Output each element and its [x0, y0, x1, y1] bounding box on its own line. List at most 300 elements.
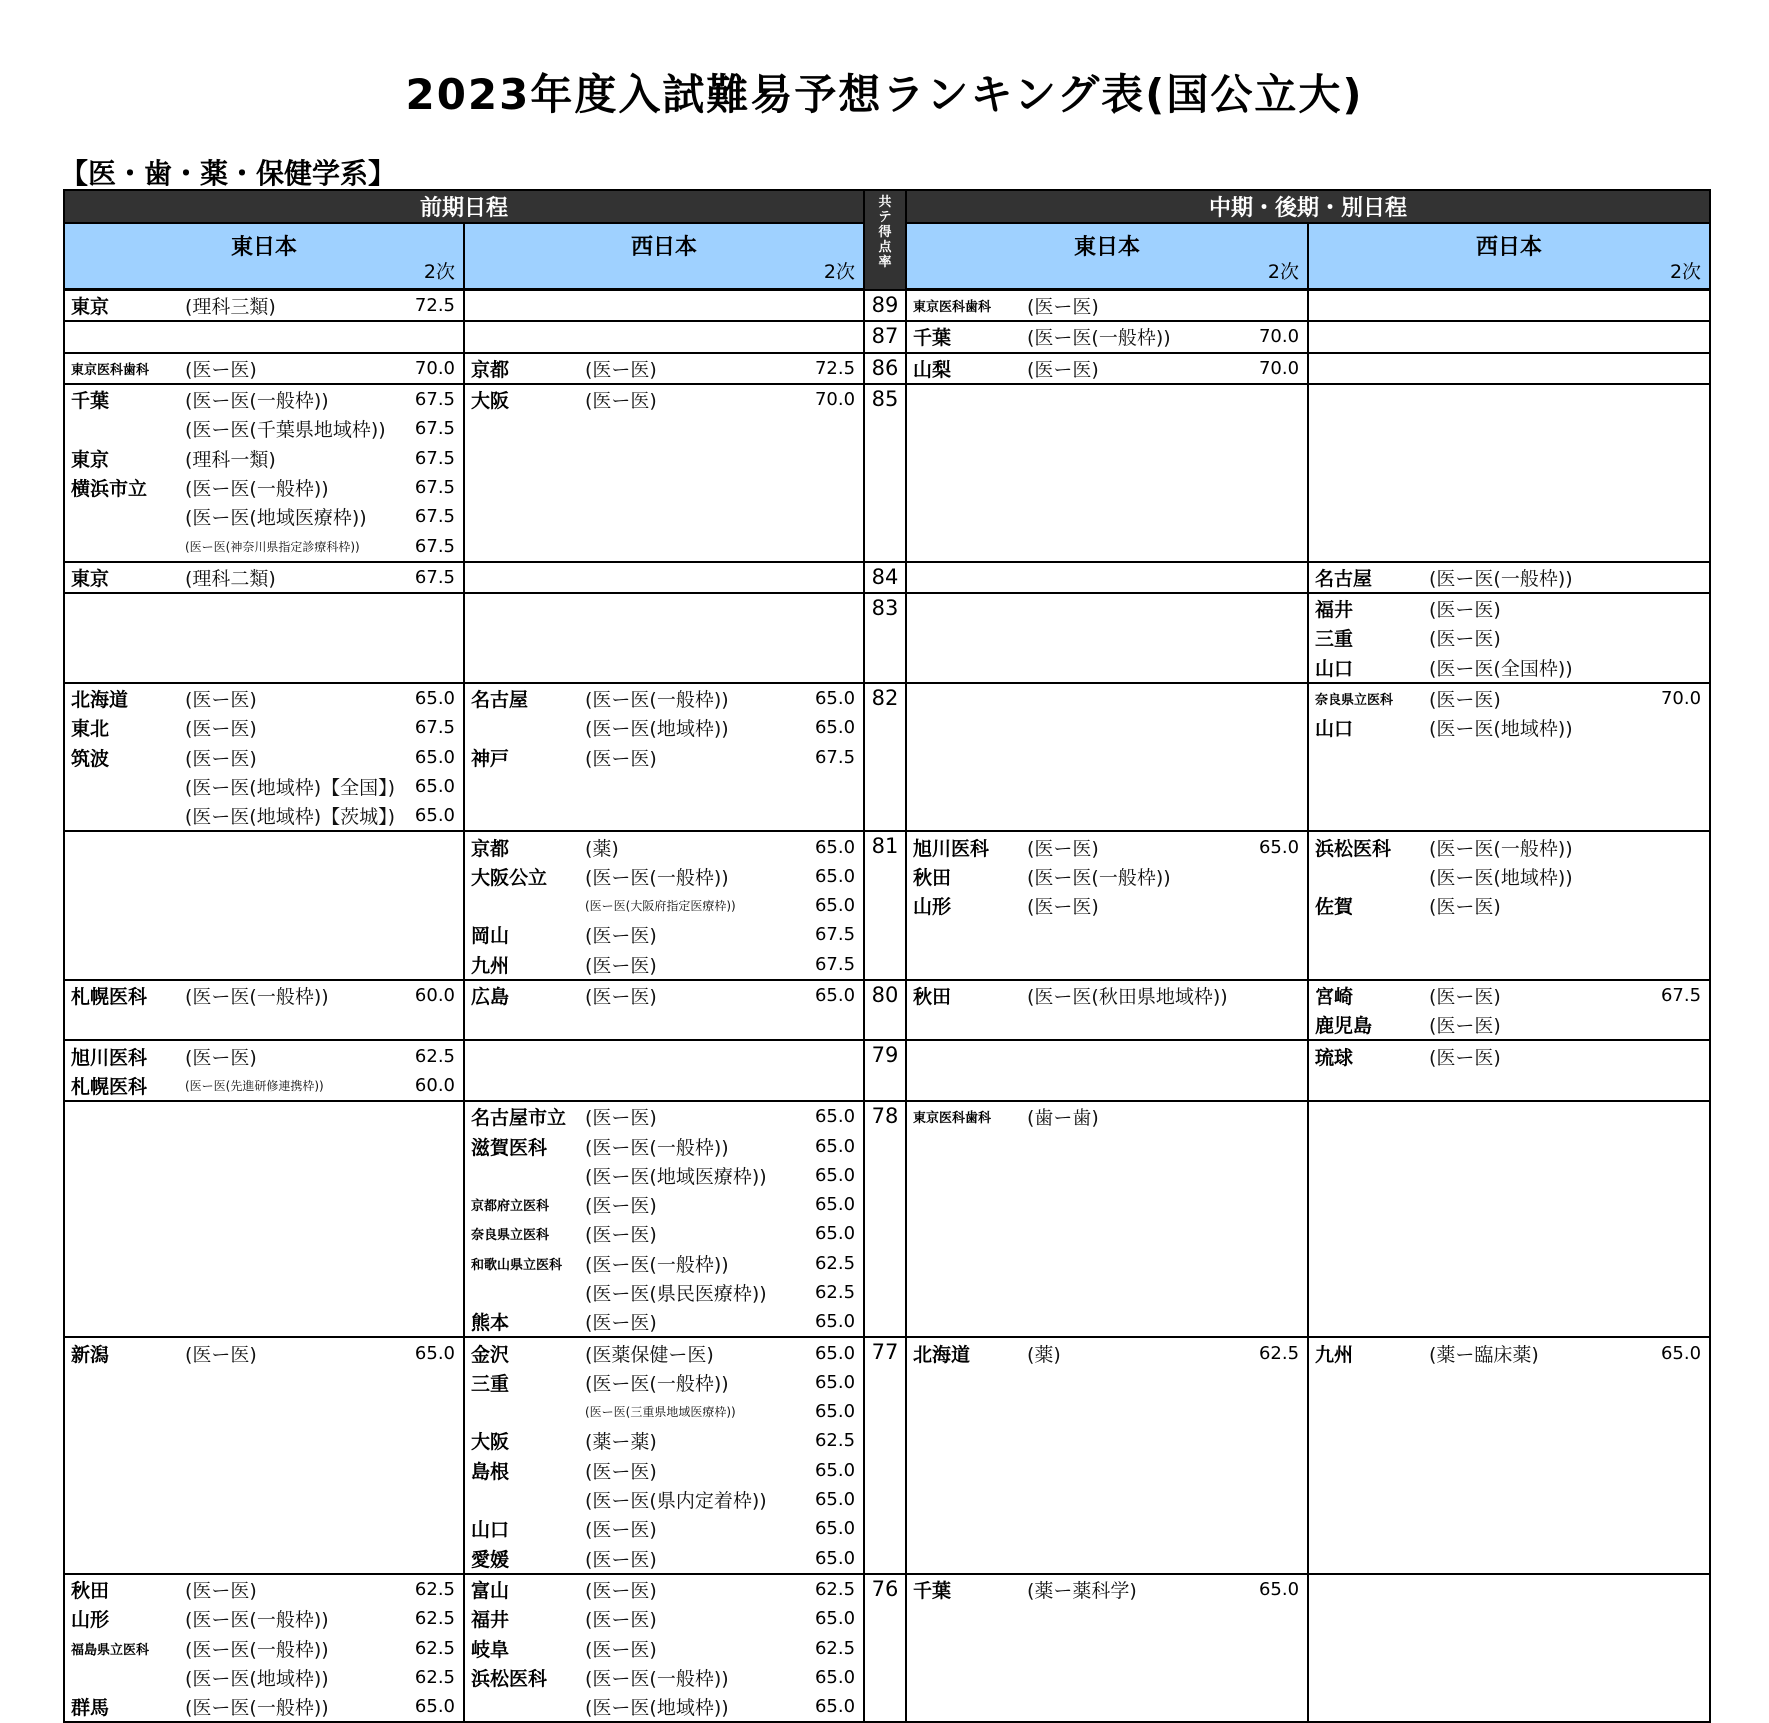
university-name: 北海道: [71, 689, 129, 712]
chuki-header: 中期・後期・別日程: [906, 190, 1710, 223]
niji-score: 60.0: [414, 985, 455, 1007]
niji-score: 67.5: [814, 746, 856, 768]
niji-score: 65.0: [814, 688, 856, 710]
niji-score: 65.0: [814, 1164, 856, 1186]
rank-cell-c2: [464, 683, 864, 832]
department-name: (医ー医): [1027, 896, 1099, 919]
department-name: (医ー医(地域枠)): [1429, 866, 1573, 889]
department-name: (医ー医(地域医療枠)): [185, 507, 367, 530]
entry-line: [65, 684, 463, 713]
university-name: 千葉: [71, 390, 110, 413]
entry-line: [465, 1692, 863, 1721]
score-group-row: [64, 290, 1710, 322]
department-name: (医ー医): [185, 1343, 257, 1366]
entry-line: [465, 1190, 863, 1219]
department-name: (医ー医): [585, 954, 657, 977]
niji-score: 62.5: [414, 1045, 455, 1067]
entry-line: [65, 531, 463, 560]
entry-line: [465, 832, 863, 861]
rank-cell-c3: [906, 1337, 1308, 1573]
entry-line: [465, 713, 863, 742]
rank-cell-c4: [1308, 980, 1710, 1041]
entry-line: [465, 1102, 863, 1131]
department-name: (医ー医): [585, 1312, 657, 1335]
kyote-score: 89: [864, 290, 906, 322]
rank-cell-c1: [64, 384, 464, 562]
niji-score: 65.0: [814, 895, 856, 917]
department-name: (医ー医(一般枠)): [585, 1667, 729, 1690]
entry-line: [65, 414, 463, 443]
entry-line: [65, 981, 463, 1010]
university-name: 筑波: [71, 747, 110, 770]
entry-line: [907, 291, 1307, 320]
department-name: (医ー医): [585, 747, 657, 770]
entry-line: [465, 891, 863, 920]
score-group-row: [64, 683, 1710, 832]
niji-score: 65.0: [814, 1547, 856, 1569]
university-name: 愛媛: [471, 1548, 510, 1571]
university-name: 千葉: [913, 327, 952, 350]
rank-cell-c1: [64, 562, 464, 593]
niji-score: 65.0: [1258, 1578, 1300, 1600]
entry-line: [1309, 594, 1709, 623]
entry-line: [465, 1338, 863, 1367]
entry-line: [1309, 653, 1709, 682]
university-name: 山形: [913, 896, 952, 919]
kyote-score: 86: [864, 353, 906, 384]
entry-line: [907, 832, 1307, 861]
niji-score: 65.0: [814, 1135, 856, 1157]
university-name: 佐賀: [1315, 896, 1354, 919]
university-name: 札幌医科: [71, 1075, 148, 1098]
rank-cell-c4: [1308, 1337, 1710, 1573]
niji-score: 65.0: [814, 865, 856, 887]
department-name: (医ー医): [1027, 358, 1099, 381]
score-group-row: [64, 1040, 1710, 1101]
rank-cell-c1: [64, 683, 464, 832]
department-name: (医ー医): [185, 689, 257, 712]
rank-cell-c1: [64, 593, 464, 683]
entry-line: [65, 1575, 463, 1604]
department-name: (医ー医(地域枠)【全国】): [184, 776, 396, 799]
entry-line: [465, 742, 863, 771]
score-group-row: [64, 1574, 1710, 1723]
rank-cell-c2: [464, 384, 864, 562]
niji-score: 65.0: [814, 1518, 856, 1540]
department-name: (医ー医(地域枠)【茨城】): [184, 806, 396, 829]
section-title: 【医・歯・薬・保健学系】: [60, 157, 397, 190]
entry-line: [907, 981, 1307, 1010]
department-name: (薬ー臨床薬): [1429, 1343, 1539, 1366]
niji-score: 65.0: [414, 688, 455, 710]
niji-score: 65.0: [814, 1371, 856, 1393]
rank-cell-c4: [1308, 831, 1710, 980]
rank-cell-c1: [64, 353, 464, 384]
rank-cell-c3: [906, 980, 1308, 1041]
university-name: 九州: [1315, 1343, 1354, 1366]
rank-cell-c1: [64, 1574, 464, 1723]
rank-cell-c1: [64, 1040, 464, 1101]
university-name: 浜松医科: [471, 1667, 548, 1690]
entry-line: [907, 354, 1307, 383]
schedule-header-row: [64, 190, 1710, 223]
entry-line: [907, 1575, 1307, 1604]
rank-cell-c4: [1308, 290, 1710, 322]
department-name: (医ー医): [1429, 896, 1501, 919]
university-name: 旭川医科: [71, 1046, 148, 1069]
department-name: (医ー医): [1429, 1046, 1501, 1069]
niji-score: 65.0: [814, 1401, 856, 1423]
kyote-score: 84: [864, 562, 906, 593]
niji-score: 62.5: [814, 1578, 856, 1600]
university-name: 山梨: [913, 358, 952, 381]
rank-cell-c4: [1308, 683, 1710, 832]
department-name: (医ー医): [1429, 628, 1501, 651]
department-name: (医ー医): [585, 358, 657, 381]
entry-line: [907, 1102, 1307, 1131]
university-name: 札幌医科: [71, 986, 148, 1009]
niji-score: 65.0: [814, 1666, 856, 1688]
entry-line: [65, 1692, 463, 1721]
niji-score: 70.0: [1258, 326, 1300, 348]
entry-line: [465, 1249, 863, 1278]
department-name: (薬): [1027, 1343, 1061, 1366]
university-name: 東京: [71, 296, 110, 319]
university-name: 大阪公立: [471, 866, 548, 889]
department-name: (医ー医(一般枠)): [1027, 327, 1171, 350]
department-name: (医ー医): [585, 1609, 657, 1632]
niji-label: 2次: [423, 261, 455, 283]
rank-cell-c3: [906, 353, 1308, 384]
entry-line: [465, 1219, 863, 1248]
kyote-char: 率: [878, 255, 892, 270]
department-name: (医ー医(一般枠)): [585, 1136, 729, 1159]
department-name: (医ー医(一般枠)): [585, 866, 729, 889]
department-name: (医ー医(一般枠)): [185, 477, 329, 500]
niji-score: 65.0: [414, 746, 455, 768]
rank-cell-c3: [906, 1574, 1308, 1723]
university-name: 島根: [471, 1460, 510, 1483]
department-name: (医ー医(地域医療枠)): [585, 1165, 767, 1188]
department-name: (医ー医): [585, 925, 657, 948]
department-name: (医ー医): [1027, 837, 1099, 860]
entry-line: [465, 1456, 863, 1485]
university-name: 熊本: [471, 1312, 510, 1335]
university-name: 秋田: [913, 866, 952, 889]
entry-line: [1309, 1338, 1709, 1367]
department-name: (医ー医(一般枠)): [1429, 567, 1573, 590]
rank-cell-c4: [1308, 1040, 1710, 1101]
ranking-table: [63, 189, 1711, 1723]
kyote-score: 81: [864, 831, 906, 980]
niji-score: 65.0: [814, 717, 856, 739]
niji-label: 2次: [1669, 261, 1702, 283]
niji-score: 67.5: [414, 506, 455, 528]
university-name: 福島県立医科: [71, 1642, 150, 1658]
university-name: 鹿児島: [1315, 1015, 1373, 1038]
entry-line: [1309, 981, 1709, 1010]
region-label: 西日本: [631, 235, 698, 260]
rank-cell-c1: [64, 980, 464, 1041]
entry-line: [465, 1633, 863, 1662]
university-name: 名古屋: [471, 689, 529, 712]
university-name: 大阪: [471, 1431, 510, 1454]
department-name: (医ー医(一般枠)): [185, 986, 329, 1009]
department-name: (理科二類): [185, 567, 276, 590]
niji-score: 70.0: [1258, 357, 1300, 379]
rank-cell-c4: [1308, 1101, 1710, 1337]
department-name: (医ー医): [585, 390, 657, 413]
department-name: (医ー医): [585, 1519, 657, 1542]
department-name: (医ー医): [185, 1579, 257, 1602]
region-east-chuki: [906, 223, 1308, 290]
rank-cell-c2: [464, 1337, 864, 1573]
entry-line: [907, 322, 1307, 351]
niji-score: 62.5: [814, 1637, 856, 1659]
entry-line: [465, 1397, 863, 1426]
entry-line: [1309, 1041, 1709, 1070]
niji-score: 67.5: [414, 717, 455, 739]
kyote-char: 得: [878, 225, 892, 240]
niji-score: 62.5: [814, 1252, 856, 1274]
rank-cell-c4: [1308, 593, 1710, 683]
entry-line: [65, 1663, 463, 1692]
entry-line: [1309, 832, 1709, 861]
department-name: (医ー医(県民医療枠)): [585, 1282, 767, 1305]
university-name: 名古屋: [1315, 567, 1373, 590]
region-label: 西日本: [1476, 235, 1543, 260]
department-name: (理科三類): [185, 296, 276, 319]
department-name: (医ー医(一般枠)): [185, 1609, 329, 1632]
rank-cell-c4: [1308, 384, 1710, 562]
rank-cell-c3: [906, 831, 1308, 980]
rank-cell-c1: [64, 831, 464, 980]
score-group-row: [64, 1101, 1710, 1337]
entry-line: [65, 1633, 463, 1662]
niji-score: 65.0: [814, 1106, 856, 1128]
niji-score: 70.0: [1660, 688, 1702, 710]
rank-cell-c3: [906, 290, 1308, 322]
niji-score: 62.5: [414, 1578, 455, 1600]
entry-line: [65, 1604, 463, 1633]
department-name: (薬): [585, 837, 619, 860]
niji-score: 60.0: [414, 1074, 455, 1096]
entry-line: [65, 502, 463, 531]
niji-score: 65.0: [1660, 1342, 1702, 1364]
rank-cell-c3: [906, 683, 1308, 832]
niji-score: 65.0: [814, 1489, 856, 1511]
entry-line: [465, 1575, 863, 1604]
entry-line: [65, 801, 463, 830]
entry-line: [65, 772, 463, 801]
niji-score: 67.5: [814, 924, 856, 946]
score-group-row: [64, 1337, 1710, 1573]
university-name: 新潟: [71, 1343, 110, 1366]
niji-score: 65.0: [814, 1459, 856, 1481]
entry-line: [907, 1338, 1307, 1367]
entry-line: [907, 862, 1307, 891]
entry-line: [907, 891, 1307, 920]
department-name: (医ー医): [585, 1224, 657, 1247]
entry-line: [65, 354, 463, 383]
department-name: (医ー医): [1429, 1015, 1501, 1038]
entry-line: [1309, 623, 1709, 652]
university-name: 三重: [1315, 628, 1354, 651]
department-name: (医ー医): [1429, 689, 1501, 712]
kyote-score: 87: [864, 321, 906, 352]
ranking-body: [64, 290, 1710, 1723]
score-group-row: [64, 384, 1710, 562]
university-name: 岐阜: [471, 1638, 510, 1661]
niji-score: 65.0: [814, 1223, 856, 1245]
university-name: 三重: [471, 1372, 510, 1395]
niji-score: 62.5: [414, 1666, 455, 1688]
rank-cell-c2: [464, 1574, 864, 1723]
entry-line: [65, 443, 463, 472]
rank-cell-c2: [464, 353, 864, 384]
university-name: 山口: [1315, 718, 1354, 741]
university-name: 山口: [471, 1519, 510, 1542]
rank-cell-c2: [464, 831, 864, 980]
rank-cell-c4: [1308, 1574, 1710, 1723]
university-name: 東京: [71, 448, 110, 471]
niji-score: 67.5: [414, 566, 455, 588]
niji-score: 67.5: [414, 418, 455, 440]
entry-line: [465, 862, 863, 891]
region-east-zenki: [64, 223, 464, 290]
university-name: 北海道: [913, 1343, 971, 1366]
niji-score: 62.5: [1258, 1342, 1300, 1364]
department-name: (医ー医(地域枠)): [585, 718, 729, 741]
entry-line: [465, 1131, 863, 1160]
region-label: 東日本: [1074, 235, 1141, 260]
university-name: 滋賀医科: [471, 1136, 548, 1159]
score-group-row: [64, 321, 1710, 352]
university-name: 福井: [471, 1609, 510, 1632]
university-name: 東北: [71, 718, 110, 741]
niji-score: 65.0: [814, 985, 856, 1007]
department-name: (医ー医(県内定着枠)): [585, 1490, 767, 1513]
niji-score: 67.5: [1660, 985, 1702, 1007]
university-name: 奈良県立医科: [471, 1228, 550, 1244]
niji-score: 62.5: [814, 1430, 856, 1452]
department-name: (医ー医(一般枠)): [185, 390, 329, 413]
entry-line: [465, 1663, 863, 1692]
niji-score: 67.5: [414, 476, 455, 498]
entry-line: [65, 1071, 463, 1100]
niji-score: 62.5: [414, 1637, 455, 1659]
university-name: 千葉: [913, 1579, 952, 1602]
university-name: 京都: [471, 837, 510, 860]
rank-cell-c4: [1308, 321, 1710, 352]
department-name: (医ー医(一般枠)): [585, 1372, 729, 1395]
university-name: 名古屋市立: [471, 1107, 567, 1130]
department-name: (医薬保健ー医): [585, 1343, 714, 1366]
entry-line: [1309, 891, 1709, 920]
university-name: 和歌山県立医科: [471, 1257, 563, 1273]
entry-line: [465, 950, 863, 979]
university-name: 金沢: [471, 1343, 510, 1366]
university-name: 九州: [471, 954, 510, 977]
region-label: 東日本: [230, 235, 297, 260]
department-name: (医ー医(一般枠)): [185, 1638, 329, 1661]
niji-score: 65.0: [414, 1342, 455, 1364]
rank-cell-c2: [464, 290, 864, 322]
niji-score: 70.0: [414, 357, 455, 379]
department-name: (医ー医(地域枠)): [185, 1667, 329, 1690]
score-group-row: [64, 980, 1710, 1041]
entry-line: [465, 385, 863, 414]
kyote-char: 共: [878, 195, 892, 210]
entry-line: [65, 385, 463, 414]
niji-score: 72.5: [414, 295, 455, 317]
niji-score: 67.5: [414, 535, 455, 557]
entry-line: [465, 1307, 863, 1336]
region-west-zenki: [464, 223, 864, 290]
department-name: (医ー医(神奈川県指定診療科枠)): [185, 539, 360, 554]
rank-cell-c4: [1308, 353, 1710, 384]
department-name: (医ー医(千葉県地域枠)): [185, 419, 386, 442]
niji-score: 65.0: [414, 1696, 455, 1718]
department-name: (医ー医): [585, 1195, 657, 1218]
department-name: (医ー医): [585, 986, 657, 1009]
university-name: 秋田: [71, 1579, 110, 1602]
entry-line: [65, 1041, 463, 1070]
score-group-row: [64, 831, 1710, 980]
rank-cell-c2: [464, 1040, 864, 1101]
score-group-row: [64, 593, 1710, 683]
department-name: (医ー医): [1429, 599, 1501, 622]
rank-cell-c3: [906, 593, 1308, 683]
department-name: (医ー医(一般枠)): [585, 689, 729, 712]
department-name: (医ー医(一般枠)): [185, 1697, 329, 1720]
niji-score: 65.0: [814, 1342, 856, 1364]
entry-line: [465, 1368, 863, 1397]
department-name: (薬ー薬科学): [1027, 1579, 1137, 1602]
university-name: 神戸: [471, 747, 510, 770]
department-name: (医ー医): [185, 747, 257, 770]
kyote-score: 82: [864, 683, 906, 832]
department-name: (医ー医(一般枠)): [1027, 866, 1171, 889]
entry-line: [465, 1544, 863, 1573]
department-name: (医ー医(全国枠)): [1429, 657, 1573, 680]
entry-line: [65, 291, 463, 320]
entry-line: [65, 1338, 463, 1367]
entry-line: [65, 473, 463, 502]
rank-cell-c2: [464, 1101, 864, 1337]
niji-score: 67.5: [414, 389, 455, 411]
university-name: 東京医科歯科: [913, 300, 992, 316]
university-name: 富山: [471, 1579, 510, 1602]
university-name: 宮崎: [1315, 986, 1354, 1009]
rank-cell-c2: [464, 562, 864, 593]
entry-line: [65, 713, 463, 742]
university-name: 秋田: [913, 986, 952, 1009]
niji-score: 67.5: [414, 447, 455, 469]
university-name: 東京: [71, 567, 110, 590]
entry-line: [465, 1485, 863, 1514]
university-name: 奈良県立医科: [1315, 693, 1394, 709]
entry-line: [1309, 684, 1709, 713]
entry-line: [465, 981, 863, 1010]
department-name: (医ー医): [1027, 296, 1099, 319]
niji-score: 72.5: [814, 357, 856, 379]
university-name: 岡山: [471, 925, 510, 948]
department-name: (医ー医): [1429, 986, 1501, 1009]
rank-cell-c1: [64, 290, 464, 322]
department-name: (医ー医): [185, 718, 257, 741]
department-name: (医ー医(一般枠)): [585, 1253, 729, 1276]
